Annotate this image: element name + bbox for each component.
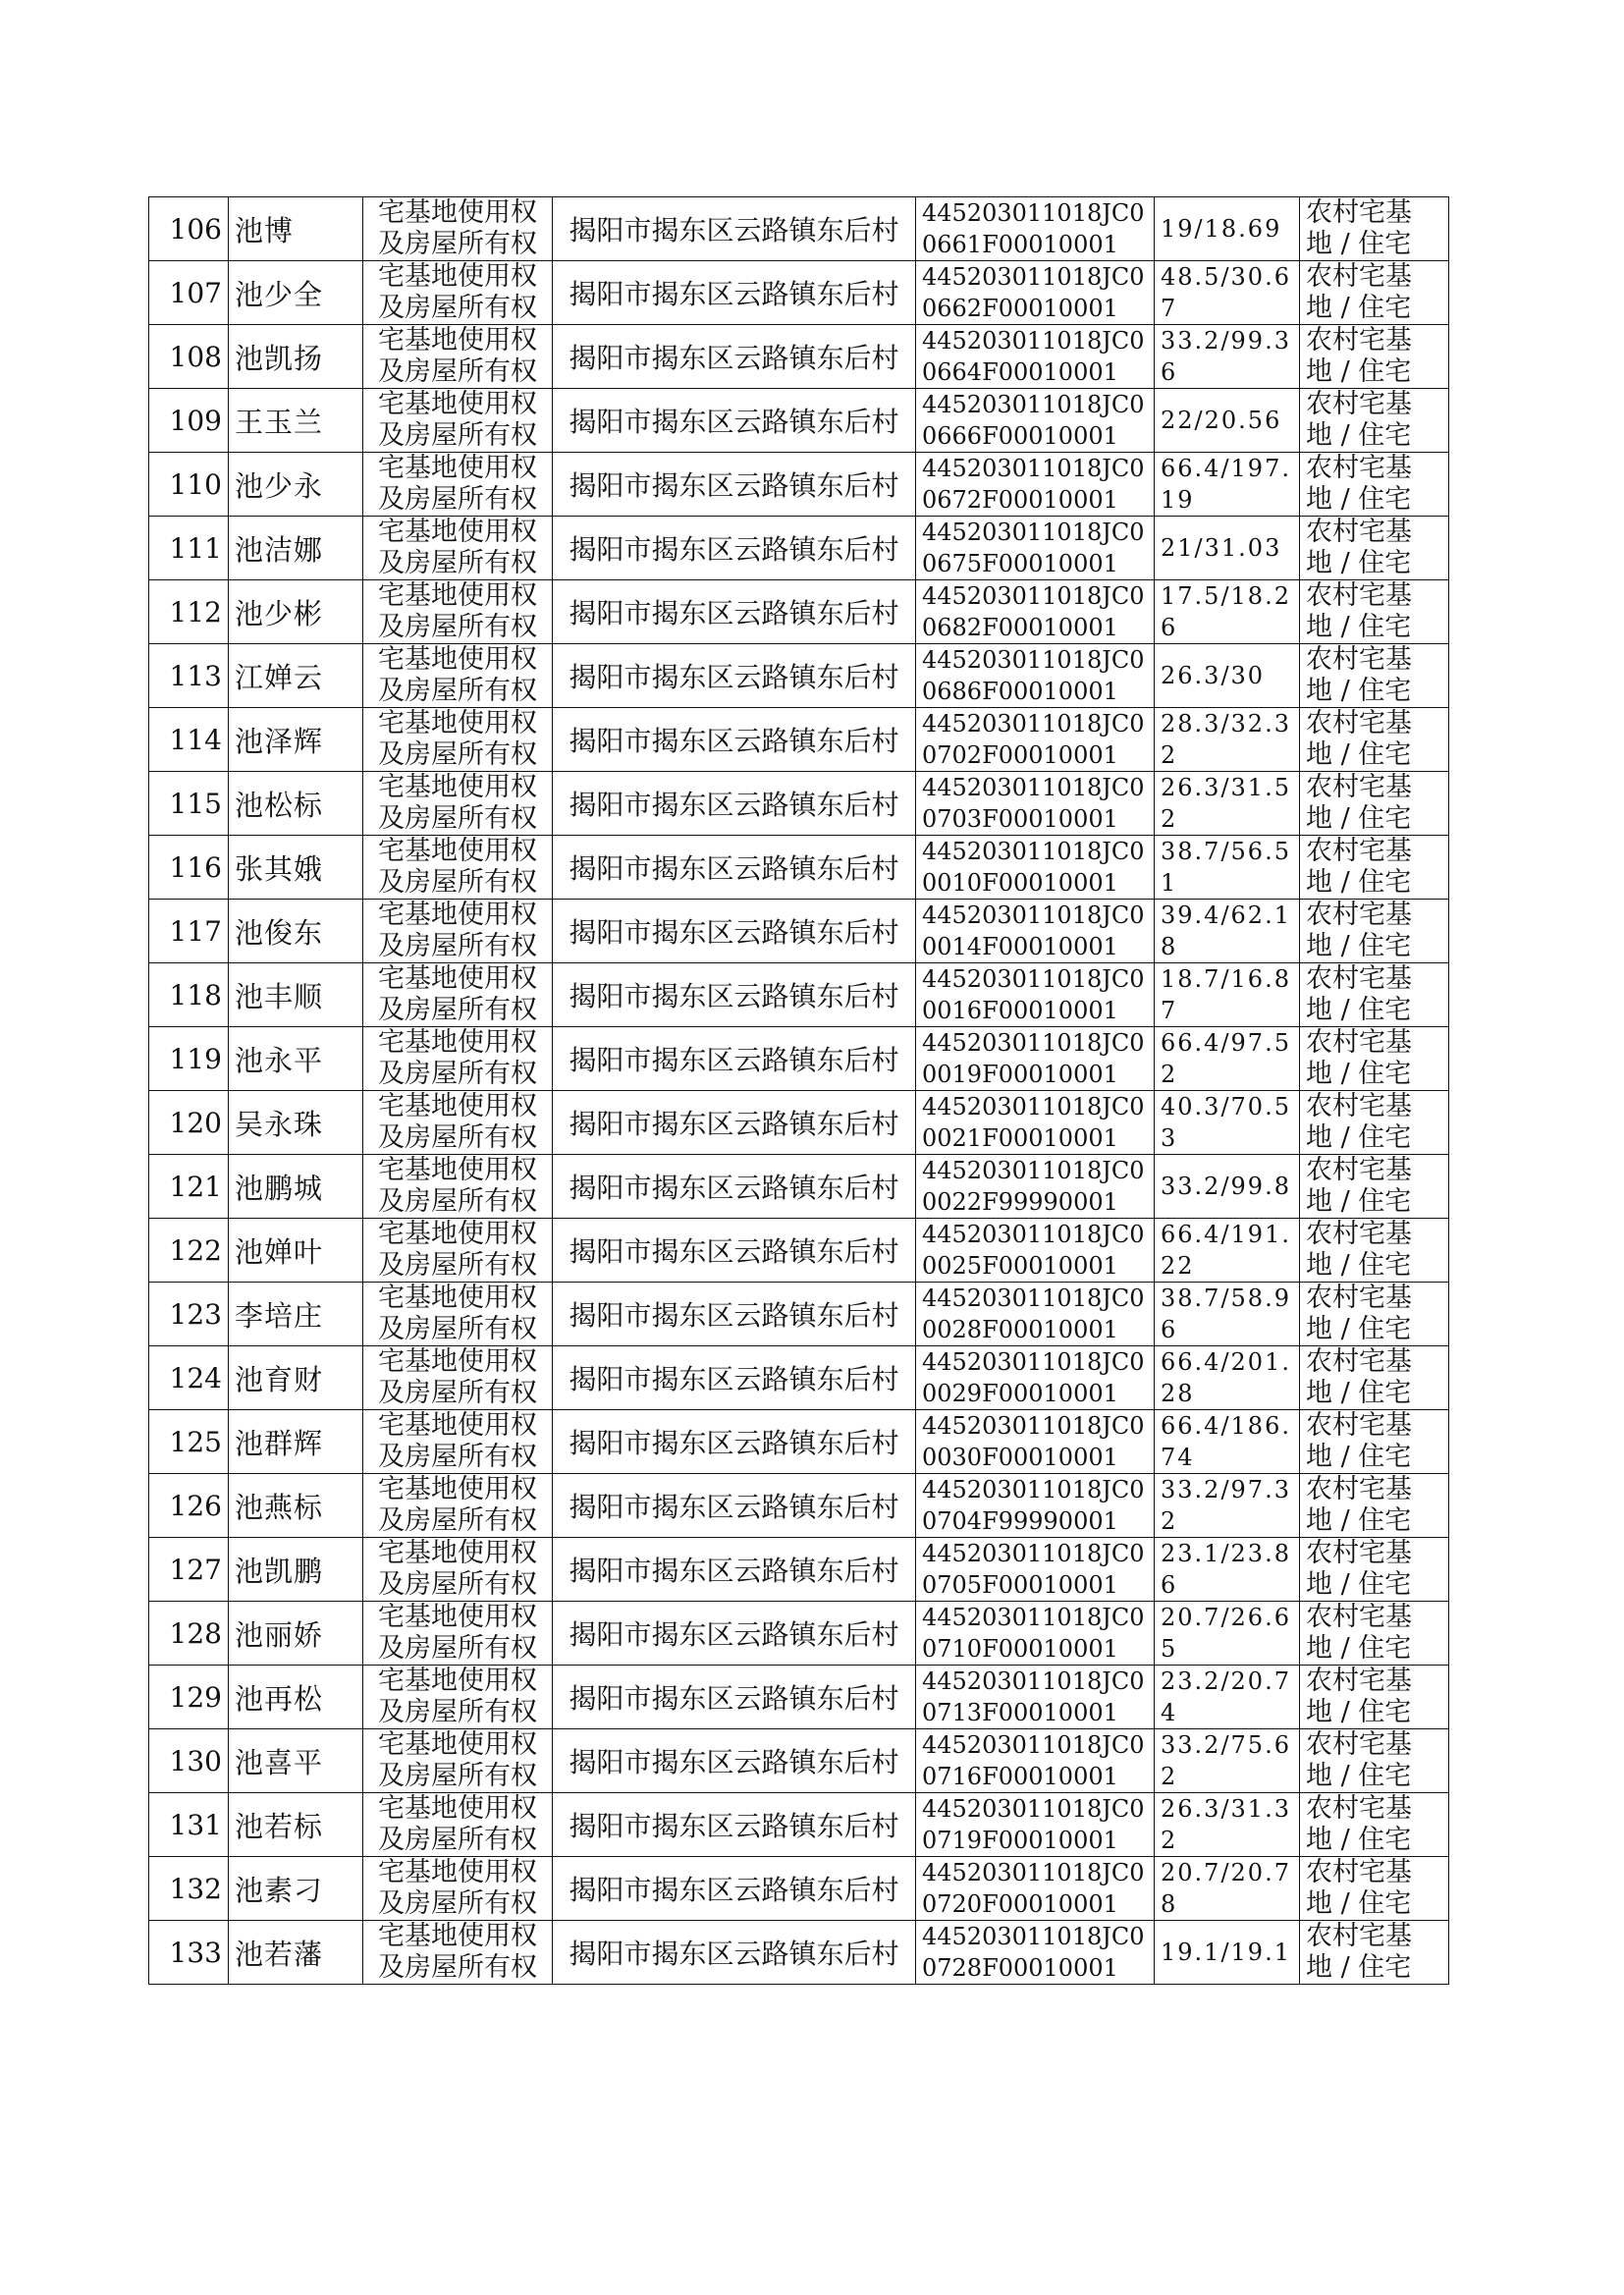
parcel-code-cell: 445203011018JC00728F00010001	[916, 1921, 1155, 1985]
land-use-cell: 农村宅基 地 / 住宅	[1300, 1155, 1449, 1219]
row-number-cell: 111	[149, 517, 229, 580]
area-cell: 23.1/23.86	[1155, 1538, 1300, 1602]
location-cell: 揭阳市揭东区云路镇东后村	[553, 1729, 916, 1793]
land-use-cell: 农村宅基 地 / 住宅	[1300, 1091, 1449, 1155]
owner-name-cell: 池育财	[229, 1346, 363, 1410]
row-number-cell: 106	[149, 197, 229, 261]
area-cell: 66.4/186.74	[1155, 1410, 1300, 1474]
owner-name-cell: 池少全	[229, 261, 363, 325]
parcel-code-cell: 445203011018JC00702F00010001	[916, 708, 1155, 772]
row-number-cell: 110	[149, 453, 229, 517]
owner-name-cell: 池洁娜	[229, 517, 363, 580]
parcel-code-cell: 445203011018JC00666F00010001	[916, 389, 1155, 453]
right-type-cell: 宅基地使用权 及房屋所有权	[363, 1027, 553, 1091]
area-cell: 26.3/30	[1155, 644, 1300, 708]
land-use-cell: 农村宅基 地 / 住宅	[1300, 1538, 1449, 1602]
right-type-cell: 宅基地使用权 及房屋所有权	[363, 1474, 553, 1538]
land-use-cell: 农村宅基 地 / 住宅	[1300, 453, 1449, 517]
area-cell: 33.2/75.62	[1155, 1729, 1300, 1793]
location-cell: 揭阳市揭东区云路镇东后村	[553, 1027, 916, 1091]
land-use-cell: 农村宅基 地 / 住宅	[1300, 963, 1449, 1027]
owner-name-cell: 池少彬	[229, 580, 363, 644]
owner-name-cell: 池永平	[229, 1027, 363, 1091]
location-cell: 揭阳市揭东区云路镇东后村	[553, 1538, 916, 1602]
right-type-cell: 宅基地使用权 及房屋所有权	[363, 517, 553, 580]
land-use-cell: 农村宅基 地 / 住宅	[1300, 1793, 1449, 1857]
registry-table-body	[149, 197, 1449, 1985]
right-type-cell: 宅基地使用权 及房屋所有权	[363, 261, 553, 325]
land-use-cell: 农村宅基 地 / 住宅	[1300, 1474, 1449, 1538]
owner-name-cell: 池鹏城	[229, 1155, 363, 1219]
table-row	[149, 836, 1449, 900]
row-number-cell: 118	[149, 963, 229, 1027]
land-use-cell: 农村宅基 地 / 住宅	[1300, 1219, 1449, 1283]
table-row	[149, 1921, 1449, 1985]
owner-name-cell: 吴永珠	[229, 1091, 363, 1155]
right-type-cell: 宅基地使用权 及房屋所有权	[363, 453, 553, 517]
table-row	[149, 389, 1449, 453]
location-cell: 揭阳市揭东区云路镇东后村	[553, 197, 916, 261]
right-type-cell: 宅基地使用权 及房屋所有权	[363, 1283, 553, 1346]
land-use-cell: 农村宅基 地 / 住宅	[1300, 836, 1449, 900]
owner-name-cell: 池若标	[229, 1793, 363, 1857]
row-number-cell: 127	[149, 1538, 229, 1602]
area-cell: 66.4/191.22	[1155, 1219, 1300, 1283]
owner-name-cell: 池群辉	[229, 1410, 363, 1474]
parcel-code-cell: 445203011018JC00010F00010001	[916, 836, 1155, 900]
land-use-cell: 农村宅基 地 / 住宅	[1300, 1857, 1449, 1921]
location-cell: 揭阳市揭东区云路镇东后村	[553, 1602, 916, 1666]
table-row	[149, 1793, 1449, 1857]
location-cell: 揭阳市揭东区云路镇东后村	[553, 453, 916, 517]
area-cell: 20.7/20.78	[1155, 1857, 1300, 1921]
parcel-code-cell: 445203011018JC00713F00010001	[916, 1666, 1155, 1729]
land-use-cell: 农村宅基 地 / 住宅	[1300, 1283, 1449, 1346]
location-cell: 揭阳市揭东区云路镇东后村	[553, 261, 916, 325]
right-type-cell: 宅基地使用权 及房屋所有权	[363, 1857, 553, 1921]
land-use-cell: 农村宅基 地 / 住宅	[1300, 580, 1449, 644]
right-type-cell: 宅基地使用权 及房屋所有权	[363, 1346, 553, 1410]
right-type-cell: 宅基地使用权 及房屋所有权	[363, 1410, 553, 1474]
table-row	[149, 1219, 1449, 1283]
table-row	[149, 1346, 1449, 1410]
table-row	[149, 1027, 1449, 1091]
parcel-code-cell: 445203011018JC00686F00010001	[916, 644, 1155, 708]
area-cell: 21/31.03	[1155, 517, 1300, 580]
land-use-cell: 农村宅基 地 / 住宅	[1300, 1602, 1449, 1666]
table-row	[149, 963, 1449, 1027]
location-cell: 揭阳市揭东区云路镇东后村	[553, 900, 916, 963]
area-cell: 26.3/31.32	[1155, 1793, 1300, 1857]
row-number-cell: 116	[149, 836, 229, 900]
row-number-cell: 112	[149, 580, 229, 644]
table-row	[149, 197, 1449, 261]
area-cell: 28.3/32.32	[1155, 708, 1300, 772]
location-cell: 揭阳市揭东区云路镇东后村	[553, 1219, 916, 1283]
row-number-cell: 128	[149, 1602, 229, 1666]
row-number-cell: 107	[149, 261, 229, 325]
row-number-cell: 113	[149, 644, 229, 708]
row-number-cell: 115	[149, 772, 229, 836]
land-use-cell: 农村宅基 地 / 住宅	[1300, 644, 1449, 708]
parcel-code-cell: 445203011018JC00025F00010001	[916, 1219, 1155, 1283]
table-row	[149, 1538, 1449, 1602]
location-cell: 揭阳市揭东区云路镇东后村	[553, 1283, 916, 1346]
location-cell: 揭阳市揭东区云路镇东后村	[553, 1793, 916, 1857]
right-type-cell: 宅基地使用权 及房屋所有权	[363, 580, 553, 644]
table-row	[149, 1283, 1449, 1346]
table-row	[149, 580, 1449, 644]
parcel-code-cell: 445203011018JC00021F00010001	[916, 1091, 1155, 1155]
land-use-cell: 农村宅基 地 / 住宅	[1300, 900, 1449, 963]
parcel-code-cell: 445203011018JC00662F00010001	[916, 261, 1155, 325]
area-cell: 17.5/18.26	[1155, 580, 1300, 644]
parcel-code-cell: 445203011018JC00028F00010001	[916, 1283, 1155, 1346]
parcel-code-cell: 445203011018JC00030F00010001	[916, 1410, 1155, 1474]
owner-name-cell: 池燕标	[229, 1474, 363, 1538]
location-cell: 揭阳市揭东区云路镇东后村	[553, 772, 916, 836]
row-number-cell: 121	[149, 1155, 229, 1219]
location-cell: 揭阳市揭东区云路镇东后村	[553, 517, 916, 580]
parcel-code-cell: 445203011018JC00682F00010001	[916, 580, 1155, 644]
area-cell: 19.1/19.1	[1155, 1921, 1300, 1985]
right-type-cell: 宅基地使用权 及房屋所有权	[363, 1091, 553, 1155]
row-number-cell: 133	[149, 1921, 229, 1985]
land-use-cell: 农村宅基 地 / 住宅	[1300, 1346, 1449, 1410]
owner-name-cell: 江婵云	[229, 644, 363, 708]
area-cell: 38.7/56.51	[1155, 836, 1300, 900]
owner-name-cell: 李培庄	[229, 1283, 363, 1346]
row-number-cell: 109	[149, 389, 229, 453]
area-cell: 66.4/201.28	[1155, 1346, 1300, 1410]
table-row	[149, 772, 1449, 836]
location-cell: 揭阳市揭东区云路镇东后村	[553, 1346, 916, 1410]
right-type-cell: 宅基地使用权 及房屋所有权	[363, 963, 553, 1027]
row-number-cell: 130	[149, 1729, 229, 1793]
owner-name-cell: 王玉兰	[229, 389, 363, 453]
table-row	[149, 644, 1449, 708]
area-cell: 39.4/62.18	[1155, 900, 1300, 963]
location-cell: 揭阳市揭东区云路镇东后村	[553, 1666, 916, 1729]
land-use-cell: 农村宅基 地 / 住宅	[1300, 1729, 1449, 1793]
area-cell: 20.7/26.65	[1155, 1602, 1300, 1666]
parcel-code-cell: 445203011018JC00672F00010001	[916, 453, 1155, 517]
area-cell: 23.2/20.74	[1155, 1666, 1300, 1729]
right-type-cell: 宅基地使用权 及房屋所有权	[363, 1155, 553, 1219]
row-number-cell: 114	[149, 708, 229, 772]
row-number-cell: 119	[149, 1027, 229, 1091]
land-use-cell: 农村宅基 地 / 住宅	[1300, 1666, 1449, 1729]
table-row	[149, 1474, 1449, 1538]
right-type-cell: 宅基地使用权 及房屋所有权	[363, 772, 553, 836]
table-row	[149, 1410, 1449, 1474]
location-cell: 揭阳市揭东区云路镇东后村	[553, 963, 916, 1027]
owner-name-cell: 池素刁	[229, 1857, 363, 1921]
area-cell: 33.2/99.36	[1155, 325, 1300, 389]
parcel-code-cell: 445203011018JC00704F99990001	[916, 1474, 1155, 1538]
table-row	[149, 1857, 1449, 1921]
owner-name-cell: 池丰顺	[229, 963, 363, 1027]
right-type-cell: 宅基地使用权 及房屋所有权	[363, 1602, 553, 1666]
land-use-cell: 农村宅基 地 / 住宅	[1300, 1921, 1449, 1985]
row-number-cell: 123	[149, 1283, 229, 1346]
parcel-code-cell: 445203011018JC00720F00010001	[916, 1857, 1155, 1921]
registry-table	[148, 196, 1449, 1985]
land-use-cell: 农村宅基 地 / 住宅	[1300, 1410, 1449, 1474]
area-cell: 18.7/16.87	[1155, 963, 1300, 1027]
owner-name-cell: 池博	[229, 197, 363, 261]
area-cell: 33.2/99.8	[1155, 1155, 1300, 1219]
parcel-code-cell: 445203011018JC00719F00010001	[916, 1793, 1155, 1857]
area-cell: 22/20.56	[1155, 389, 1300, 453]
parcel-code-cell: 445203011018JC00014F00010001	[916, 900, 1155, 963]
parcel-code-cell: 445203011018JC00022F99990001	[916, 1155, 1155, 1219]
area-cell: 38.7/58.96	[1155, 1283, 1300, 1346]
row-number-cell: 131	[149, 1793, 229, 1857]
parcel-code-cell: 445203011018JC00705F00010001	[916, 1538, 1155, 1602]
owner-name-cell: 池凯扬	[229, 325, 363, 389]
right-type-cell: 宅基地使用权 及房屋所有权	[363, 389, 553, 453]
land-use-cell: 农村宅基 地 / 住宅	[1300, 261, 1449, 325]
parcel-code-cell: 445203011018JC00703F00010001	[916, 772, 1155, 836]
right-type-cell: 宅基地使用权 及房屋所有权	[363, 197, 553, 261]
table-row	[149, 517, 1449, 580]
right-type-cell: 宅基地使用权 及房屋所有权	[363, 325, 553, 389]
right-type-cell: 宅基地使用权 及房屋所有权	[363, 900, 553, 963]
parcel-code-cell: 445203011018JC00716F00010001	[916, 1729, 1155, 1793]
land-use-cell: 农村宅基 地 / 住宅	[1300, 389, 1449, 453]
row-number-cell: 124	[149, 1346, 229, 1410]
owner-name-cell: 池婵叶	[229, 1219, 363, 1283]
table-row	[149, 1091, 1449, 1155]
land-use-cell: 农村宅基 地 / 住宅	[1300, 708, 1449, 772]
location-cell: 揭阳市揭东区云路镇东后村	[553, 836, 916, 900]
row-number-cell: 132	[149, 1857, 229, 1921]
table-row	[149, 1155, 1449, 1219]
parcel-code-cell: 445203011018JC00664F00010001	[916, 325, 1155, 389]
owner-name-cell: 池松标	[229, 772, 363, 836]
area-cell: 66.4/197.19	[1155, 453, 1300, 517]
location-cell: 揭阳市揭东区云路镇东后村	[553, 1474, 916, 1538]
owner-name-cell: 池喜平	[229, 1729, 363, 1793]
location-cell: 揭阳市揭东区云路镇东后村	[553, 325, 916, 389]
right-type-cell: 宅基地使用权 及房屋所有权	[363, 836, 553, 900]
parcel-code-cell: 445203011018JC00661F00010001	[916, 197, 1155, 261]
area-cell: 33.2/97.32	[1155, 1474, 1300, 1538]
owner-name-cell: 池少永	[229, 453, 363, 517]
table-row	[149, 1666, 1449, 1729]
table-row	[149, 708, 1449, 772]
row-number-cell: 126	[149, 1474, 229, 1538]
location-cell: 揭阳市揭东区云路镇东后村	[553, 644, 916, 708]
area-cell: 26.3/31.52	[1155, 772, 1300, 836]
table-row	[149, 325, 1449, 389]
land-use-cell: 农村宅基 地 / 住宅	[1300, 197, 1449, 261]
owner-name-cell: 池凯鹏	[229, 1538, 363, 1602]
table-row	[149, 453, 1449, 517]
right-type-cell: 宅基地使用权 及房屋所有权	[363, 644, 553, 708]
row-number-cell: 122	[149, 1219, 229, 1283]
parcel-code-cell: 445203011018JC00019F00010001	[916, 1027, 1155, 1091]
right-type-cell: 宅基地使用权 及房屋所有权	[363, 1921, 553, 1985]
row-number-cell: 108	[149, 325, 229, 389]
right-type-cell: 宅基地使用权 及房屋所有权	[363, 1793, 553, 1857]
area-cell: 48.5/30.67	[1155, 261, 1300, 325]
location-cell: 揭阳市揭东区云路镇东后村	[553, 1091, 916, 1155]
table-row	[149, 1602, 1449, 1666]
location-cell: 揭阳市揭东区云路镇东后村	[553, 389, 916, 453]
area-cell: 40.3/70.53	[1155, 1091, 1300, 1155]
location-cell: 揭阳市揭东区云路镇东后村	[553, 708, 916, 772]
location-cell: 揭阳市揭东区云路镇东后村	[553, 1857, 916, 1921]
land-use-cell: 农村宅基 地 / 住宅	[1300, 325, 1449, 389]
location-cell: 揭阳市揭东区云路镇东后村	[553, 1155, 916, 1219]
owner-name-cell: 池泽辉	[229, 708, 363, 772]
row-number-cell: 120	[149, 1091, 229, 1155]
owner-name-cell: 池俊东	[229, 900, 363, 963]
table-row	[149, 1729, 1449, 1793]
table-row	[149, 900, 1449, 963]
owner-name-cell: 池丽娇	[229, 1602, 363, 1666]
parcel-code-cell: 445203011018JC00710F00010001	[916, 1602, 1155, 1666]
owner-name-cell: 池若藩	[229, 1921, 363, 1985]
right-type-cell: 宅基地使用权 及房屋所有权	[363, 1666, 553, 1729]
parcel-code-cell: 445203011018JC00016F00010001	[916, 963, 1155, 1027]
land-use-cell: 农村宅基 地 / 住宅	[1300, 1027, 1449, 1091]
parcel-code-cell: 445203011018JC00029F00010001	[916, 1346, 1155, 1410]
owner-name-cell: 池再松	[229, 1666, 363, 1729]
right-type-cell: 宅基地使用权 及房屋所有权	[363, 708, 553, 772]
row-number-cell: 117	[149, 900, 229, 963]
right-type-cell: 宅基地使用权 及房屋所有权	[363, 1538, 553, 1602]
area-cell: 19/18.69	[1155, 197, 1300, 261]
area-cell: 66.4/97.52	[1155, 1027, 1300, 1091]
land-use-cell: 农村宅基 地 / 住宅	[1300, 772, 1449, 836]
location-cell: 揭阳市揭东区云路镇东后村	[553, 1921, 916, 1985]
table-row	[149, 261, 1449, 325]
location-cell: 揭阳市揭东区云路镇东后村	[553, 580, 916, 644]
right-type-cell: 宅基地使用权 及房屋所有权	[363, 1729, 553, 1793]
row-number-cell: 125	[149, 1410, 229, 1474]
owner-name-cell: 张其娥	[229, 836, 363, 900]
parcel-code-cell: 445203011018JC00675F00010001	[916, 517, 1155, 580]
land-use-cell: 农村宅基 地 / 住宅	[1300, 517, 1449, 580]
right-type-cell: 宅基地使用权 及房屋所有权	[363, 1219, 553, 1283]
location-cell: 揭阳市揭东区云路镇东后村	[553, 1410, 916, 1474]
row-number-cell: 129	[149, 1666, 229, 1729]
